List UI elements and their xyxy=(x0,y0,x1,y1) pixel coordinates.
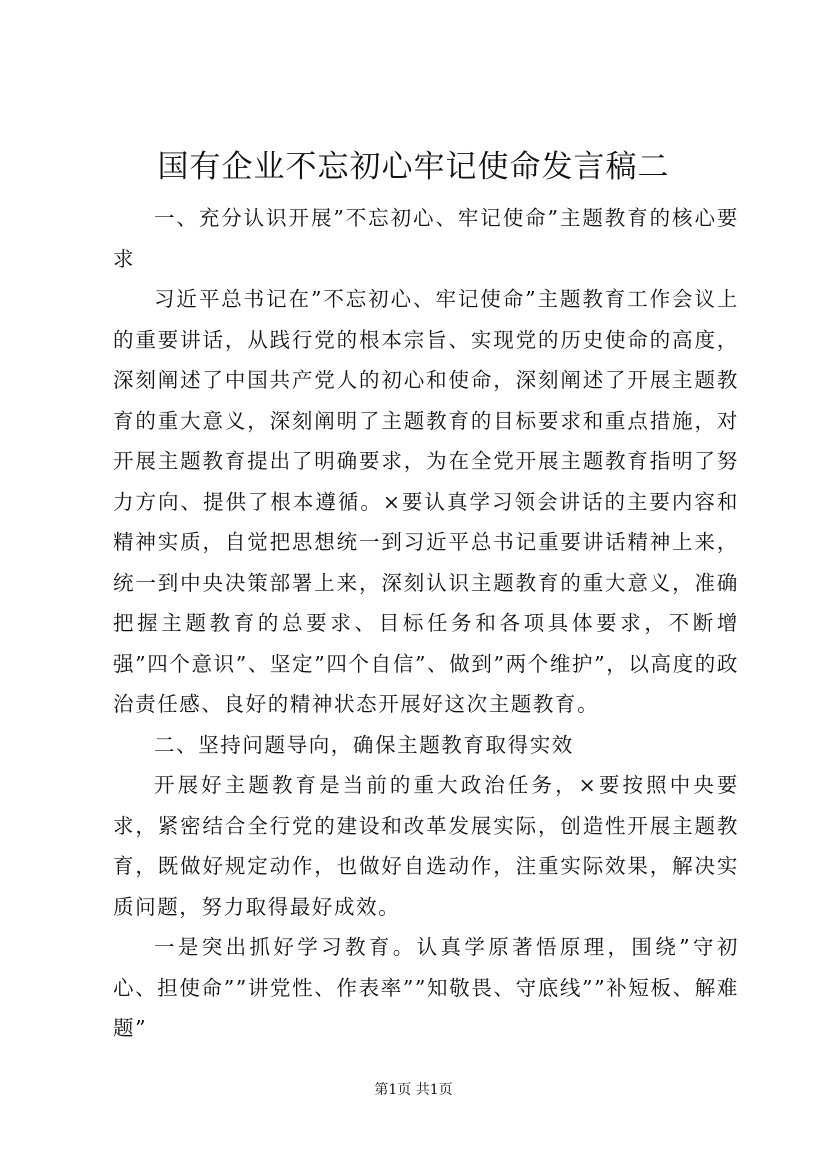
page-footer: 第1页 共1页 xyxy=(374,1082,453,1098)
document-body xyxy=(113,198,739,1049)
section-heading-2: 二、坚持问题导向，确保主题教育取得实效 xyxy=(154,732,574,757)
body-paragraph-1: 习近平总书记在”不忘初心、牢记使命”主题教育工作会议上的重要讲话，从践行党的根本宗旨、实现党的历史使命的高度，深刻阐述了中国共产党人的初心和使命，深刻阐述了开展主题教育的重大意义，深刻阐明了主题教育的目标要求和重点措施，对开展主题教育提出了明确要求，为在全党开展主题教育指明了努力方向、提供了根本遵循。×要认真学习领会讲话的主要内容和精神实质，自觉把思想统一到习近平总书记重要讲话精神上来，统一到中央决策部署上来，深刻认识主题教育的重大意义，准确把握主题教育的总要求、目标任务和各项具体要求，不断增强”四个意识”、坚定”四个自信”、做到”两个维护”，以高度的政治责任感、良好的精神状态开展好这次主题教育。 xyxy=(113,287,739,716)
body-paragraph-2: 开展好主题教育是当前的重大政治任务，×要按照中央要求，紧密结合全行党的建设和改革发展实际，创造性开展主题教育，既做好规定动作，也做好自选动作，注重实际效果，解决实质问题，努力取得最好成效。 xyxy=(113,773,739,919)
body-paragraph-3: 一是突出抓好学习教育。认真学原著悟原理，围绕”守初心、担使命””讲党性、作表率””知敬畏、守底线””补短板、解难题” xyxy=(113,935,739,1040)
document-title: 国有企业不忘初心牢记使命发言稿二 xyxy=(157,149,670,185)
section-heading-1: 一、充分认识开展”不忘初心、牢记使命”主题教育的核心要求 xyxy=(113,206,739,271)
